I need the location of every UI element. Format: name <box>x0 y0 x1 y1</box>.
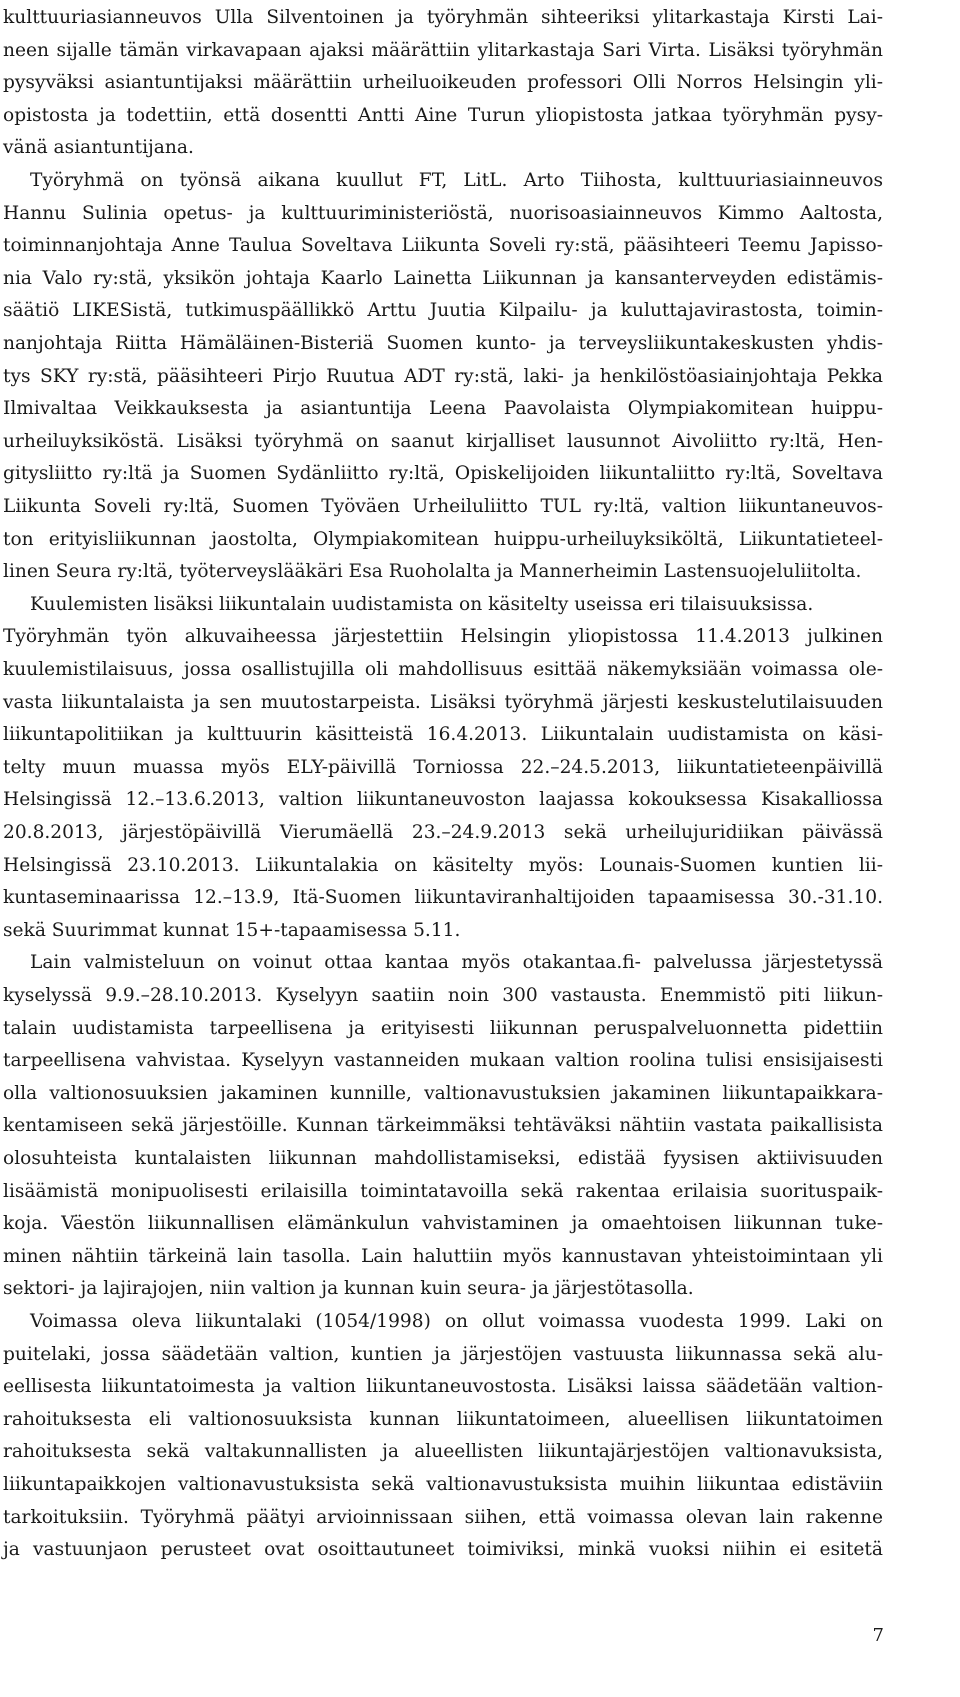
text-line: opistosta ja todettiin, että dosentti Antti Aine Turun yliopistosta jatkaa työryhmän pysy- <box>3 104 883 126</box>
text-line: tarkoituksiin. Työryhmä päätyi arvioinnissaan siihen, että voimassa olevan lain rakenne <box>3 1506 883 1528</box>
text-line: ton erityisliikunnan jaostolta, Olympiakomitean huippu-urheiluyksiköltä, Liikuntatieteel- <box>3 528 883 550</box>
text-line: rahoituksesta eli valtionosuuksista kunnan liikuntatoimeen, alueellisen liikuntatoimen <box>3 1408 883 1430</box>
text-line: Työryhmän työn alkuvaiheessa järjestettiin Helsingin yliopistossa 11.4.2013 julkinen <box>3 626 883 648</box>
text-line: kuntaseminaarissa 12.–13.9, Itä-Suomen liikuntaviranhaltijoiden tapaamisessa 30.-31.10. <box>3 887 883 909</box>
text-line: säätiö LIKESistä, tutkimuspäällikkö Arttu Juutia Kilpailu- ja kuluttajavirastosta, toimin- <box>3 300 883 322</box>
text-line: urheiluyksiköstä. Lisäksi työryhmä on saanut kirjalliset lausunnot Aivoliitto ry:ltä, Hen- <box>3 430 883 452</box>
text-line: vasta liikuntalaista ja sen muutostarpeista. Lisäksi työryhmä järjesti keskustelutilaisuuden <box>3 691 883 713</box>
text-line: nia Valo ry:stä, yksikön johtaja Kaarlo Lainetta Liikunnan ja kansanterveyden edistämis- <box>3 267 883 289</box>
text-line: sekä Suurimmat kunnat 15+-tapaamisessa 5.11. <box>3 919 461 941</box>
text-line: 20.8.2013, järjestöpäivillä Vierumäellä 23.–24.9.2013 sekä urheilujuridiikan päivässä <box>3 822 883 843</box>
text-line: tys SKY ry:stä, pääsihteeri Pirjo Ruutua ADT ry:stä, laki- ja henkilöstöasiainjohtaja Pekka <box>3 365 883 387</box>
text-line: kyselyssä 9.9.–28.10.2013. Kyselyyn saatiin noin 300 vastausta. Enemmistö piti liikun- <box>3 985 883 1006</box>
text-line: talain uudistamista tarpeellisena ja erityisesti liikunnan peruspalveluonnetta pidettiin <box>3 1017 883 1039</box>
text-line: eellisesta liikuntatoimesta ja valtion liikuntaneuvostosta. Lisäksi laissa säädetään valtion- <box>3 1376 883 1398</box>
page-number: 7 <box>872 1625 884 1646</box>
text-line: Helsingissä 23.10.2013. Liikuntalakia on käsitelty myös: Lounais-Suomen kuntien lii- <box>3 854 883 876</box>
text-line: vänä asiantuntijana. <box>3 137 194 159</box>
text-line: neen sijalle tämän virkavapaan ajaksi määrättiin ylitarkastaja Sari Virta. Lisäksi työryhmän <box>3 39 883 61</box>
text-line: Hannu Sulinia opetus- ja kulttuuriministeriöstä, nuorisoasiainneuvos Kimmo Aaltosta, <box>3 202 883 224</box>
text-line: puitelaki, jossa säädetään valtion, kuntien ja järjestöjen vastuusta liikunnassa sekä alu- <box>3 1343 883 1365</box>
text-line: Ilmivaltaa Veikkauksesta ja asiantuntija Leena Paavolaista Olympiakomitean huippu- <box>3 398 883 420</box>
text-line: olosuhteista kuntalaisten liikunnan mahdollistamiseksi, edistää fyysisen aktiivisuuden <box>3 1148 883 1169</box>
text-line: Kuulemisten lisäksi liikuntalain uudistamista on käsitelty useissa eri tilaisuuksissa. <box>30 593 814 615</box>
text-line: toiminnanjohtaja Anne Taulua Soveltava Liikunta Soveli ry:stä, pääsihteeri Teemu Japisso- <box>3 235 883 257</box>
text-line: nanjohtaja Riitta Hämäläinen-Bisteriä Suomen kunto- ja terveysliikuntakeskusten yhdis- <box>3 333 883 354</box>
text-line: Työryhmä on työnsä aikana kuullut FT, LitL. Arto Tiihosta, kulttuuriasiainneuvos <box>30 170 883 191</box>
text-line: tarpeellisena vahvistaa. Kyselyyn vastanneiden mukaan valtion roolina tulisi ensisijaisesti <box>3 1050 883 1072</box>
text-line: Lain valmisteluun on voinut ottaa kantaa myös otakantaa.fi- palvelussa järjestetyssä <box>30 952 883 974</box>
text-line: pysyväksi asiantuntijaksi määrättiin urheiluoikeuden professori Olli Norros Helsingin yli- <box>3 72 883 94</box>
text-line: minen nähtiin tärkeinä lain tasolla. Lain haluttiin myös kannustavan yhteistoimintaan yli <box>3 1245 883 1267</box>
text-line: rahoituksesta sekä valtakunnallisten ja alueellisten liikuntajärjestöjen valtionavuksista, <box>3 1441 883 1463</box>
text-line: kentamiseen sekä järjestöille. Kunnan tärkeimmäksi tehtäväksi nähtiin vastata paikallisista <box>3 1115 883 1137</box>
text-line: koja. Väestön liikunnallisen elämänkulun vahvistaminen ja omaehtoisen liikunnan tuke- <box>3 1213 883 1235</box>
text-line: Liikunta Soveli ry:ltä, Suomen Työväen Urheiluliitto TUL ry:ltä, valtion liikuntaneuvos- <box>3 496 883 517</box>
text-line: linen Seura ry:ltä, työterveyslääkäri Esa Ruoholalta ja Mannerheimin Lastensuojeluliitolta. <box>3 561 862 583</box>
text-line: ja vastuunjaon perusteet ovat osoittautuneet toimiviksi, minkä vuoksi niihin ei esitetä <box>3 1539 883 1561</box>
text-line: liikuntapaikkojen valtionavustuksista sekä valtionavustuksista muihin liikuntaa edistäviin <box>3 1474 883 1495</box>
text-line: gitysliitto ry:ltä ja Suomen Sydänliitto ry:ltä, Opiskelijoiden liikuntaliitto ry:ltä, Soveltava <box>3 463 883 485</box>
text-line: lisäämistä monipuolisesti erilaisilla toimintatavoilla sekä rakentaa erilaisia suorituspaik- <box>3 1180 883 1202</box>
text-line: liikuntapolitiikan ja kulttuurin käsitteistä 16.4.2013. Liikuntalain uudistamista on käsi- <box>3 724 883 746</box>
text-line: kulttuuriasianneuvos Ulla Silventoinen ja työryhmän sihteeriksi ylitarkastaja Kirsti Lai- <box>3 7 883 28</box>
text-line: sektori- ja lajirajojen, niin valtion ja kunnan kuin seura- ja järjestötasolla. <box>3 1278 694 1300</box>
text-line: Voimassa oleva liikuntalaki (1054/1998) on ollut voimassa vuodesta 1999. Laki on <box>30 1311 883 1332</box>
text-line: Helsingissä 12.–13.6.2013, valtion liikuntaneuvoston laajassa kokouksessa Kisakalliossa <box>3 789 883 811</box>
text-line: telty muun muassa myös ELY-päivillä Torniossa 22.–24.5.2013, liikuntatieteenpäivillä <box>3 756 883 778</box>
text-line: kuulemistilaisuus, jossa osallistujilla oli mahdollisuus esittää näkemyksiään voimassa ole- <box>3 659 883 680</box>
text-line: olla valtionosuuksien jakaminen kunnille, valtionavustuksien jakaminen liikuntapaikkara- <box>3 1082 883 1104</box>
